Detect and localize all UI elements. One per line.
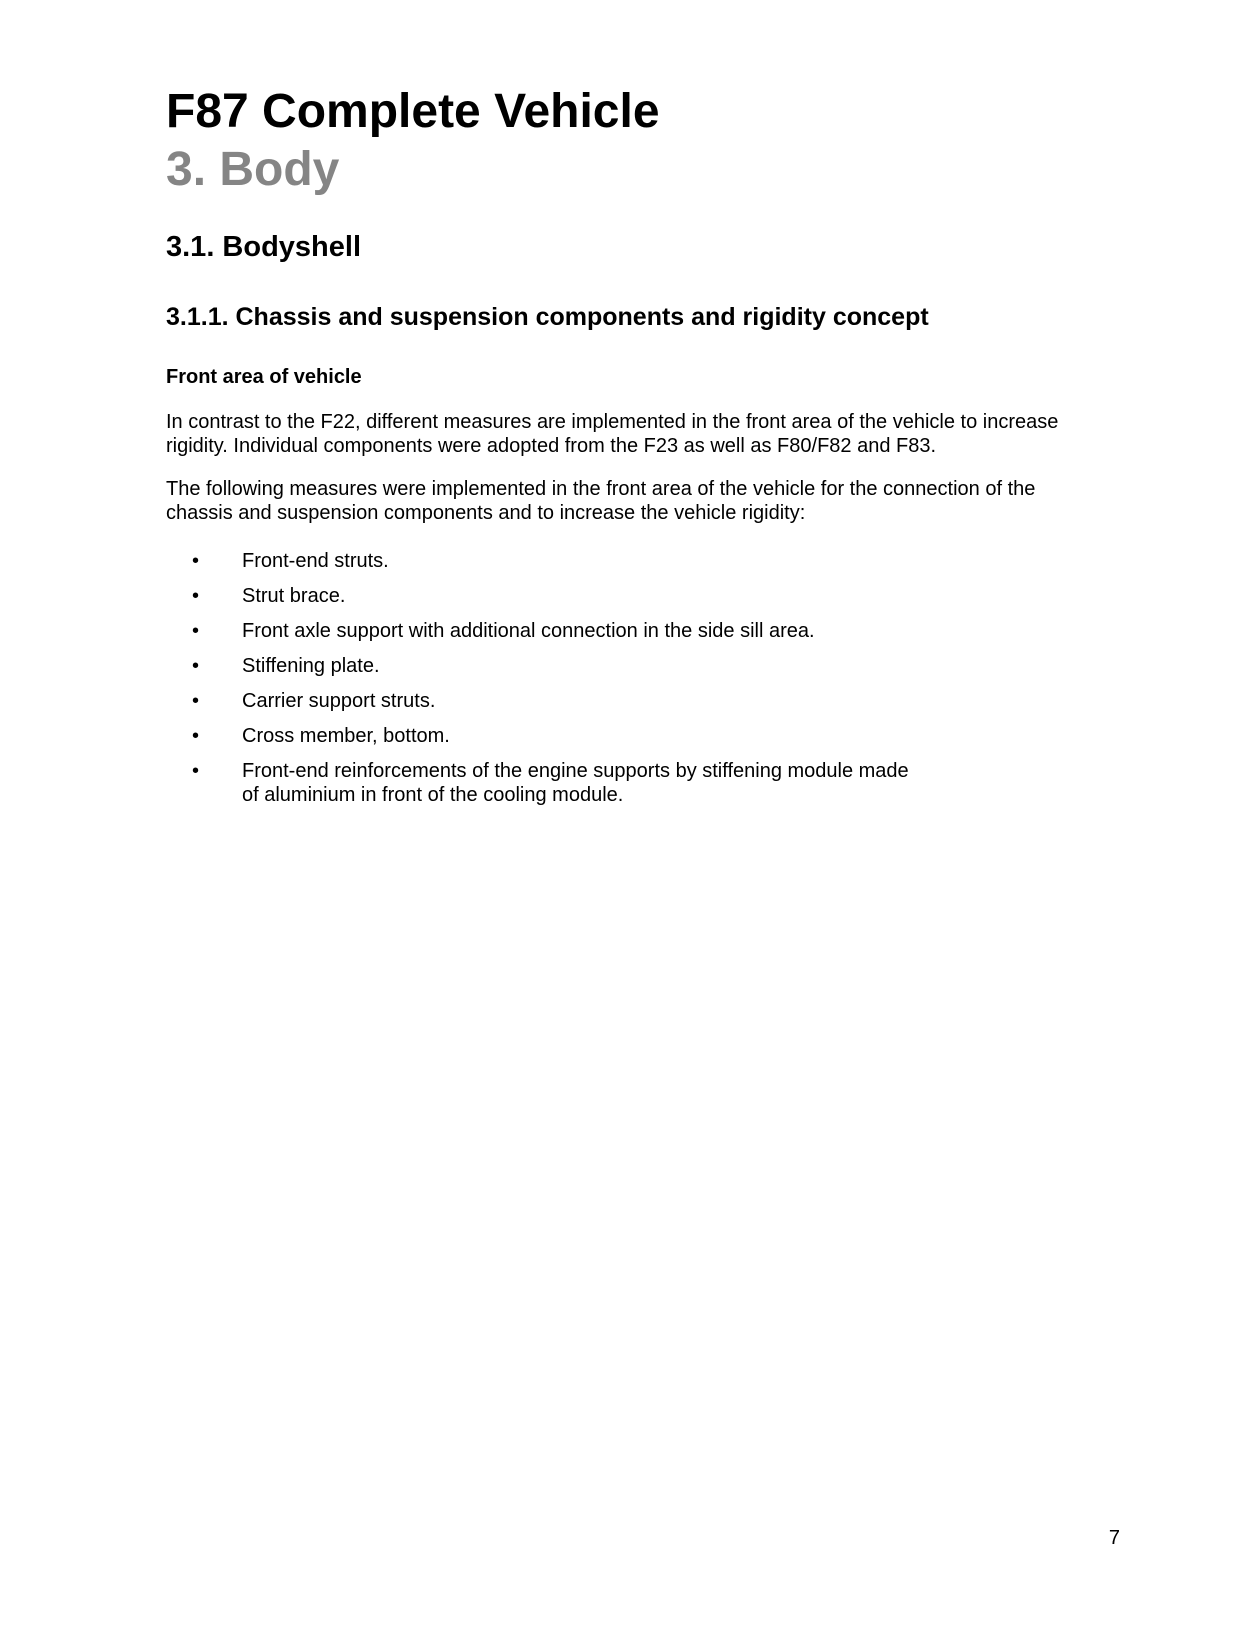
- list-item: [166, 759, 926, 807]
- paragraph-heading: Front area of vehicle: [166, 366, 362, 388]
- list-item: [166, 654, 926, 678]
- bullet-icon: •: [192, 620, 200, 642]
- body-paragraph-2: The following measures were implemented in the front area of the vehicle for the connection of the chassis and suspension components and to increase the vehicle rigidity:: [166, 478, 1036, 524]
- list-item: [166, 619, 926, 643]
- bullet-icon: •: [192, 690, 200, 712]
- bullet-icon: •: [192, 655, 200, 677]
- document-title: F87 Complete Vehicle: [166, 85, 660, 138]
- list-item-text: Carrier support struts.: [242, 690, 436, 712]
- list-item: [166, 584, 926, 608]
- body-paragraph-1: In contrast to the F22, different measures are implemented in the front area of the vehicle to increase rigidity. Individual components were adopted from the F23 as well as F80/F82 and F83.: [166, 411, 1059, 457]
- bullet-icon: •: [192, 760, 200, 782]
- list-item-text: Strut brace.: [242, 585, 346, 607]
- subsection-title: 3.1.1. Chassis and suspension components and rigidity concept: [166, 303, 929, 331]
- section-title: 3.1. Bodyshell: [166, 231, 362, 263]
- page-number: 7: [1108, 1527, 1120, 1549]
- list-item: [166, 689, 926, 713]
- list-item: [166, 724, 926, 748]
- bullet-icon: •: [192, 725, 200, 747]
- list-item-text: Front-end struts.: [242, 550, 389, 572]
- list-item: [166, 549, 926, 573]
- list-item-text: Front-end reinforcements of the engine supports by stiffening module made of aluminium in front of the cooling module.: [242, 760, 909, 806]
- list-item-text: Stiffening plate.: [242, 655, 380, 677]
- list-item-text: Front axle support with additional connection in the side sill area.: [242, 620, 815, 642]
- measures-list: [166, 549, 926, 818]
- bullet-icon: •: [192, 585, 200, 607]
- bullet-icon: •: [192, 550, 200, 572]
- list-item-text: Cross member, bottom.: [242, 725, 450, 747]
- chapter-title: 3. Body: [166, 143, 340, 196]
